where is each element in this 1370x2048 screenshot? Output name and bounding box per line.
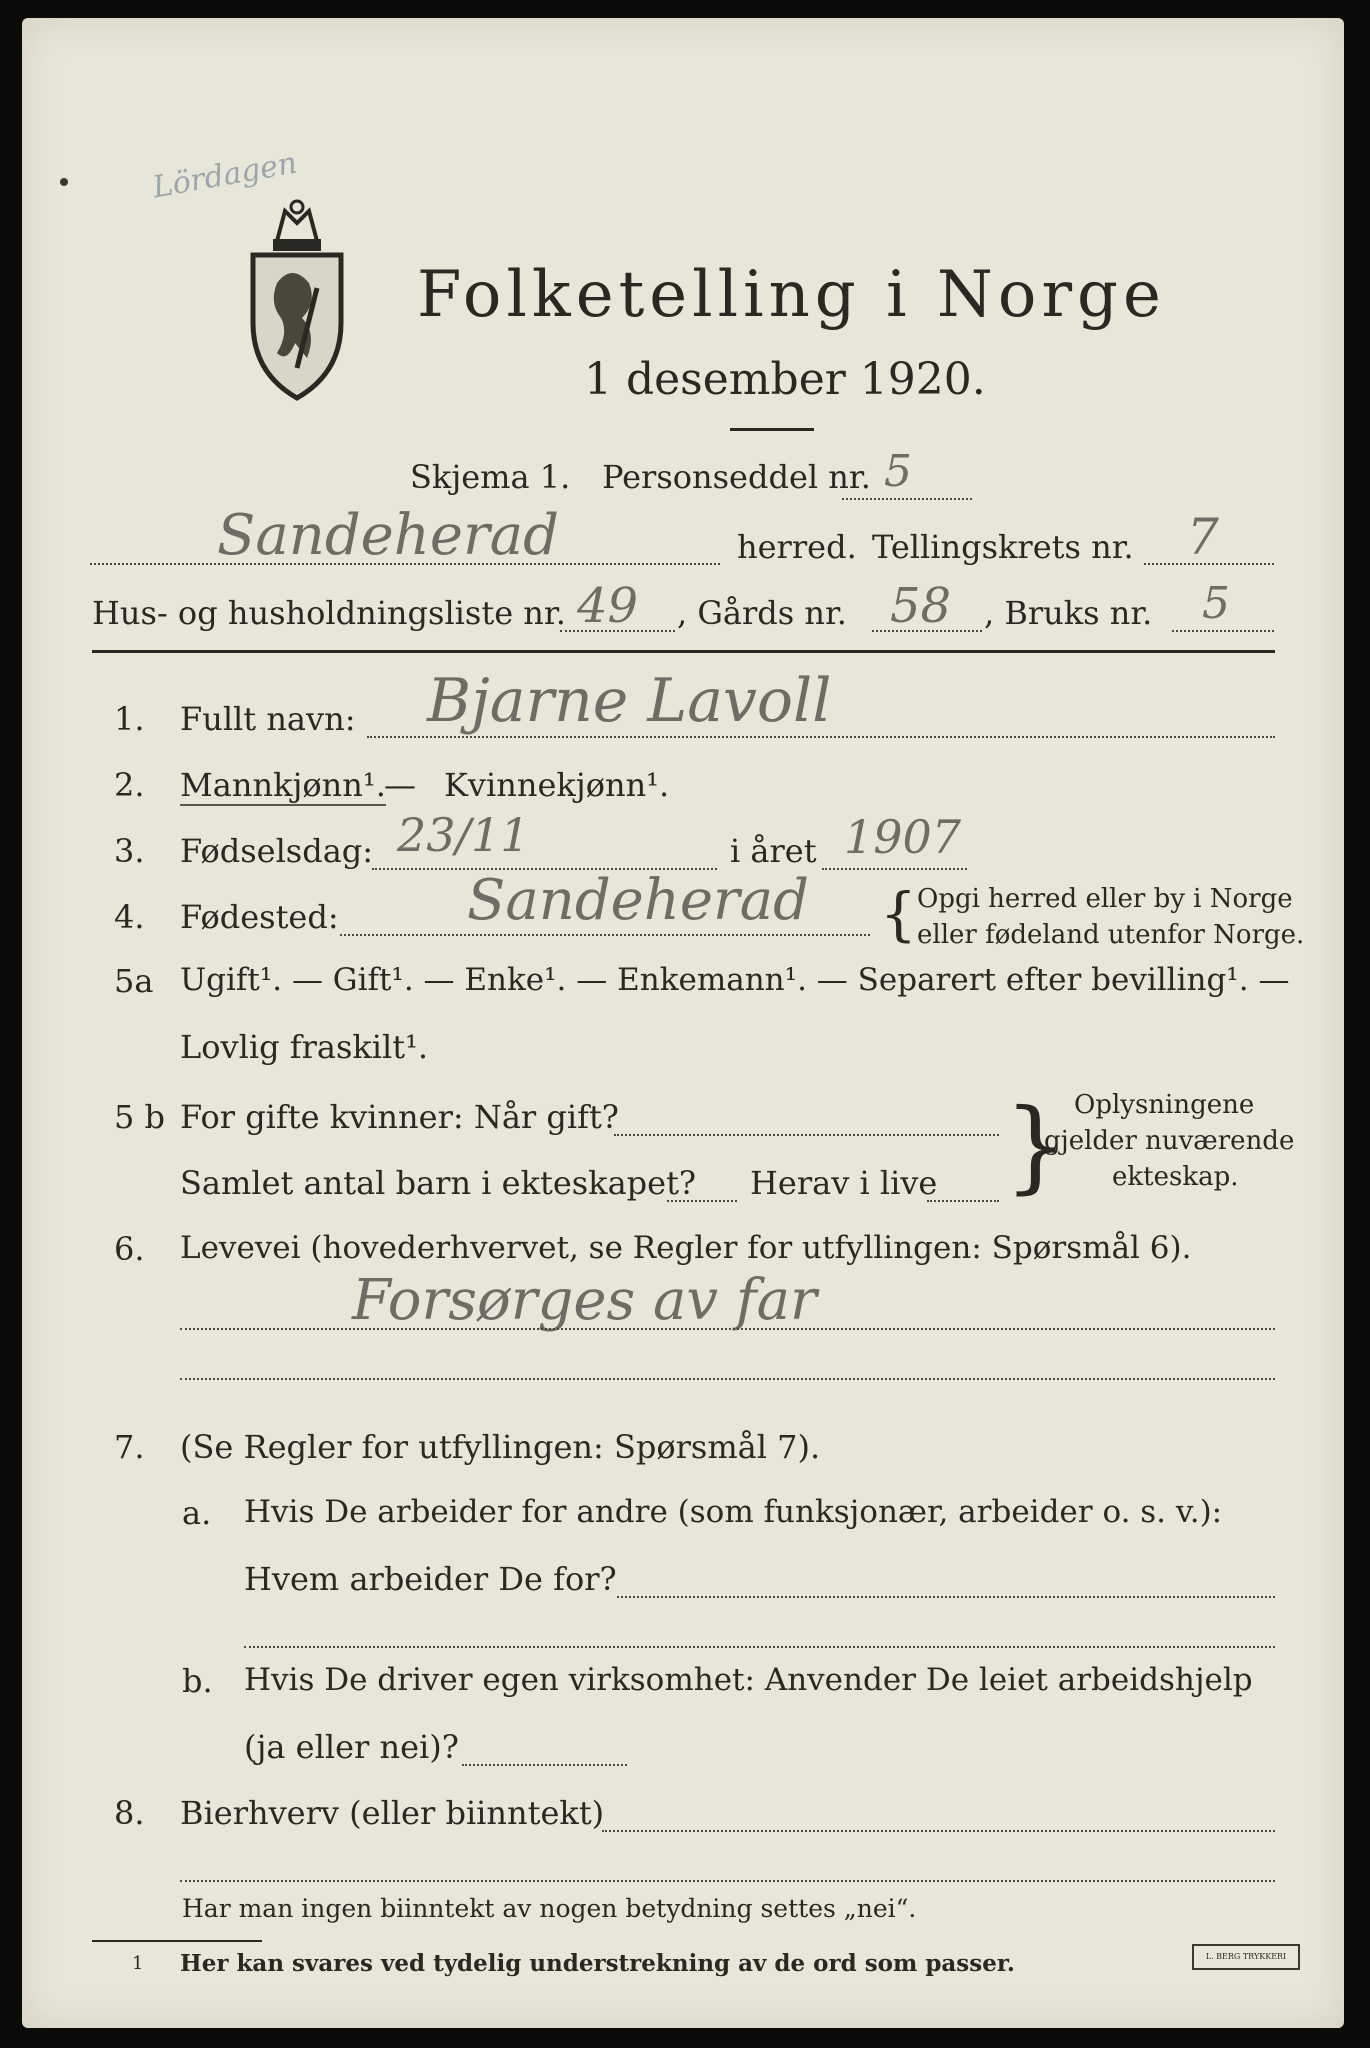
q5b-note-line2: gjelder nuværende — [1044, 1126, 1295, 1156]
q3-number: 3. — [114, 832, 145, 870]
herred-value: Sandeherad — [217, 503, 560, 568]
q2-number: 2. — [114, 766, 145, 804]
q7b-line — [462, 1764, 627, 1766]
q7a-line2 — [244, 1646, 1275, 1648]
q5b-gift-line — [614, 1134, 999, 1136]
q3-year-line — [822, 868, 967, 870]
q8-note: Har man ingen biinntekt av nogen betydning settes „nei“. — [182, 1894, 917, 1923]
q7b-letter: b. — [182, 1662, 213, 1700]
form-title: Folketelling i Norge — [417, 258, 1166, 332]
q4-note-line1: Opgi herred eller by i Norge — [917, 884, 1293, 914]
gards-value: 58 — [890, 578, 952, 634]
printer-stamp: L. BERG TRYKKERI — [1192, 1944, 1300, 1970]
q5b-note-line1: Oplysningene — [1074, 1090, 1255, 1120]
q2-male: Mannkjønn¹. — [180, 766, 386, 804]
q5a-number: 5a — [114, 962, 154, 1000]
bruks-label: , Bruks nr. — [984, 594, 1153, 632]
footnote-text: Her kan svares ved tydelig understrekning av de ord som passer. — [180, 1950, 1015, 1977]
pencil-note: Lördagen — [150, 145, 300, 206]
q7a-letter: a. — [182, 1494, 212, 1532]
gards-label: , Gårds nr. — [677, 594, 847, 632]
bruks-value: 5 — [1202, 578, 1230, 629]
tellingskrets-value: 7 — [1187, 508, 1219, 566]
q4-label: Fødested: — [180, 898, 339, 936]
q4-line — [340, 934, 870, 936]
q8-label: Bierhverv (eller biinntekt) — [180, 1794, 605, 1832]
census-form-sheet — [22, 18, 1344, 2028]
herred-label: herred. — [737, 528, 857, 566]
q5b-live-label: Herav i live — [750, 1164, 938, 1202]
q4-note-line2: eller fødeland utenfor Norge. — [917, 920, 1305, 950]
hus-value: 49 — [577, 578, 639, 634]
personseddel-value: 5 — [884, 446, 912, 497]
q5b-live-line — [927, 1200, 999, 1202]
skjema-label: Skjema 1. — [410, 458, 571, 496]
personseddel-label: Personseddel nr. — [602, 458, 871, 496]
q5b-number: 5 b — [114, 1098, 166, 1136]
q1-label: Fullt navn: — [180, 700, 356, 738]
q7a-question: Hvem arbeider De for? — [244, 1560, 617, 1598]
q7-number: 7. — [114, 1428, 145, 1466]
q1-number: 1. — [114, 700, 145, 738]
norway-lion-crest-icon — [247, 193, 347, 403]
q4-number: 4. — [114, 898, 145, 936]
tellingskrets-label: Tellingskrets nr. — [872, 528, 1134, 566]
ink-dot — [60, 178, 68, 186]
q5a-line2: Lovlig fraskilt¹. — [180, 1028, 429, 1066]
q4-brace: { — [880, 880, 917, 948]
bruks-line — [1172, 630, 1274, 632]
q8-line2 — [180, 1880, 1275, 1882]
q3-year-value: 1907 — [844, 810, 962, 864]
q3-day-value: 23/11 — [397, 808, 530, 862]
q6-number: 6. — [114, 1230, 145, 1268]
q1-line — [367, 736, 1275, 738]
q6-label: Levevei (hovederhvervet, se Regler for utfyllingen: Spørsmål 6). — [180, 1230, 1192, 1266]
q3-year-label: i året — [730, 832, 817, 870]
q5b-gift-label: For gifte kvinner: Når gift? — [180, 1098, 619, 1136]
q4-value: Sandeherad — [467, 868, 810, 933]
q5b-note-line3: ekteskap. — [1112, 1162, 1239, 1192]
q7a-text: Hvis De arbeider for andre (som funksjonær, arbeider o. s. v.): — [244, 1494, 1223, 1530]
q7b-text: Hvis De driver egen virksomhet: Anvender De leiet arbeidshjelp — [244, 1662, 1253, 1698]
q5b-barn-line — [667, 1200, 737, 1202]
q8-line1 — [602, 1830, 1275, 1832]
q6-line1 — [180, 1328, 1275, 1330]
q6-line2 — [180, 1378, 1275, 1380]
q1-value: Bjarne Lavoll — [427, 666, 832, 736]
q7b-question: (ja eller nei)? — [244, 1728, 459, 1766]
q2-separator: — — [384, 766, 416, 804]
header-rule — [92, 650, 1275, 653]
q2-female: Kvinnekjønn¹. — [444, 766, 670, 804]
title-rule — [730, 428, 814, 431]
q5a-line1: Ugift¹. — Gift¹. — Enke¹. — Enkemann¹. — Separert efter bevilling¹. — — [180, 962, 1290, 998]
footnote-mark: 1 — [132, 1953, 144, 1974]
personseddel-line — [842, 498, 972, 500]
q5b-barn-label: Samlet antal barn i ekteskapet? — [180, 1164, 697, 1202]
q8-number: 8. — [114, 1794, 145, 1832]
q6-value: Forsørges av far — [352, 1268, 817, 1333]
hus-label: Hus- og husholdningsliste nr. — [92, 594, 566, 632]
q3-label: Fødselsdag: — [180, 832, 374, 870]
q7-label: (Se Regler for utfyllingen: Spørsmål 7). — [180, 1428, 821, 1466]
q5b-brace: } — [1004, 1087, 1068, 1204]
q7a-line1 — [617, 1596, 1275, 1598]
form-subtitle: 1 desember 1920. — [584, 354, 986, 405]
footnote-rule — [92, 1940, 262, 1942]
